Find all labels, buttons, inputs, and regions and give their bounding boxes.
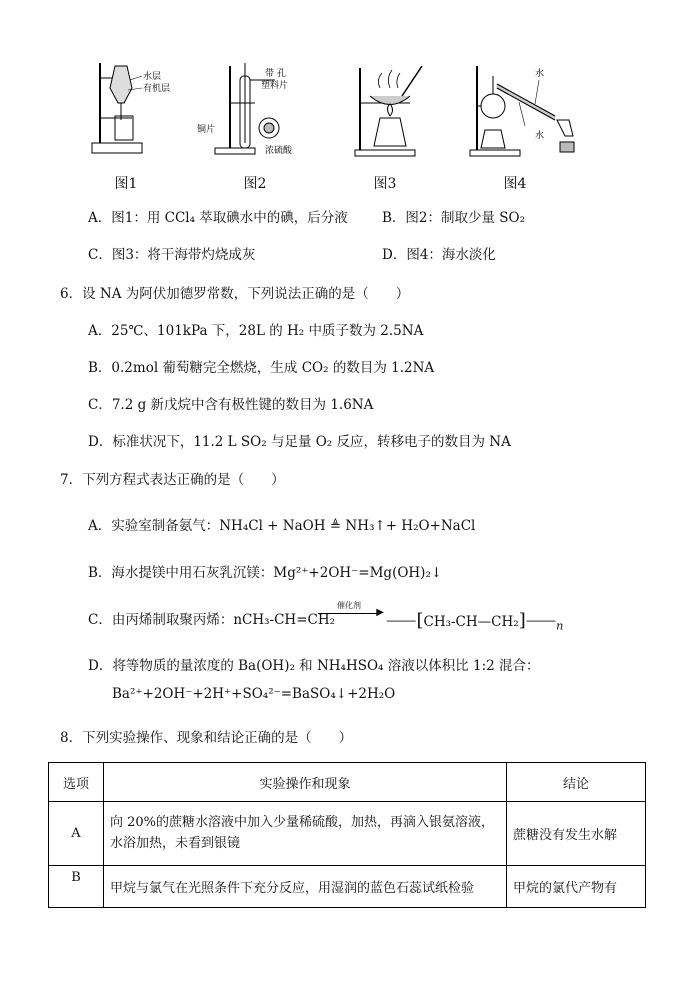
figure-3-caption: 图3 (373, 176, 397, 192)
fig2-label-hole: 孔 (277, 69, 287, 79)
q8-table (48, 762, 646, 908)
q5-option-b: B．图2：制取少量 SO₂ (382, 210, 526, 226)
q8-stem: 8．下列实验操作、现象和结论正确的是（ ） (60, 730, 353, 746)
row-option: B (49, 866, 104, 908)
burning-apparatus-diagram (340, 58, 450, 163)
figure-3-burning-apparatus (340, 58, 450, 163)
fig4-label-water-out: 水 (535, 131, 545, 141)
figure-2-caption: 图2 (243, 176, 267, 192)
header-conclusion: 结论 (507, 763, 646, 802)
q7-polymer-formula: $⸺[CH_3-CH—CH_2]⸺_n$ (386, 610, 564, 633)
figure-1-caption: 图1 (114, 176, 138, 192)
figure-4-caption: 图4 (503, 176, 527, 192)
q6-option-c: C．7.2 g 新戊烷中含有极性键的数目为 1.6NA (88, 397, 374, 413)
table-row (49, 802, 646, 866)
q7-polymer-n: n (556, 619, 564, 633)
q6-stem: 6．设 NA 为阿伏加德罗常数，下列说法正确的是（ ） (60, 286, 410, 302)
q7-option-d: D．将等物质的量浓度的 Ba(OH)₂ 和 NH₄HSO₄ 溶液以体积比 1:2 混合： (88, 658, 540, 674)
q5-option-d: D．图4：海水淡化 (382, 247, 496, 263)
q6-option-d: D．标准状况下，11.2 L SO₂ 与足量 O₂ 反应，转移电子的数目为 NA (88, 434, 511, 450)
separatory-funnel-diagram (82, 58, 192, 163)
q7-option-c: C．由丙烯制取聚丙烯：nCH₃-CH=CH₂ (88, 612, 336, 628)
q7-option-d-equation: Ba²⁺+2OH⁻+2H⁺+SO₄²⁻=BaSO₄↓+2H₂O (112, 686, 396, 702)
q7-catalyst-arrow (318, 600, 384, 618)
table-header-row (49, 763, 646, 802)
q7-polymer-unit: CH₃-CH—CH₂ (423, 614, 519, 630)
q7-catalyst-label: 催化剂 (337, 601, 361, 610)
fig4-label-water-in: 水 (535, 69, 545, 79)
so2-apparatus-diagram (195, 58, 305, 163)
fig2-label-with: 带 (265, 69, 275, 79)
q5-option-c: C．图3：将干海带灼烧成灰 (88, 247, 256, 263)
q5-option-a: A．图1：用 CCl₄ 萃取碘水中的碘，后分液 (88, 210, 348, 226)
fig2-label-conc-acid: 浓硫酸 (265, 146, 293, 156)
header-option: 选项 (49, 763, 104, 802)
q7-stem: 7．下列方程式表达正确的是（ ） (60, 472, 285, 488)
q6-option-a: A．25℃、101kPa 下，28L 的 H₂ 中质子数为 2.5NA (88, 323, 424, 339)
row-operation: 向 20%的蔗糖水溶液中加入少量稀硫酸，加热，再滴入银氨溶液，水浴加热，未看到银镜 (104, 802, 507, 866)
figure-1-separatory-funnel (82, 58, 192, 163)
q7-option-a: A．实验室制备氨气：NH₄Cl + NaOH ≜ NH₃↑+ H₂O+NaCl (88, 518, 476, 534)
table-row (49, 866, 646, 908)
fig2-label-copper: 铜片 (197, 125, 216, 135)
arrow-right-icon: ▶ (318, 613, 380, 614)
figure-2-so2-apparatus (195, 58, 305, 163)
row-conclusion: 甲烷的氯代产物有 (507, 866, 646, 908)
distillation-diagram (465, 58, 575, 163)
fig1-label-organic-layer: 有机层 (143, 84, 171, 94)
row-conclusion: 蔗糖没有发生水解 (507, 802, 646, 866)
figure-4-distillation (465, 58, 575, 163)
row-option: A (49, 802, 104, 866)
q7-option-b: B．海水提镁中用石灰乳沉镁：Mg²⁺+2OH⁻=Mg(OH)₂↓ (88, 565, 443, 581)
q6-option-b: B．0.2mol 葡萄糖完全燃烧，生成 CO₂ 的数目为 1.2NA (88, 360, 435, 376)
row-operation: 甲烷与氯气在光照条件下充分反应，用湿润的蓝色石蕊试纸检验 (104, 866, 507, 908)
fig1-label-water-layer: 水层 (143, 72, 162, 82)
header-operation: 实验操作和现象 (104, 763, 507, 802)
fig2-label-plastic: 塑料片 (261, 81, 289, 91)
